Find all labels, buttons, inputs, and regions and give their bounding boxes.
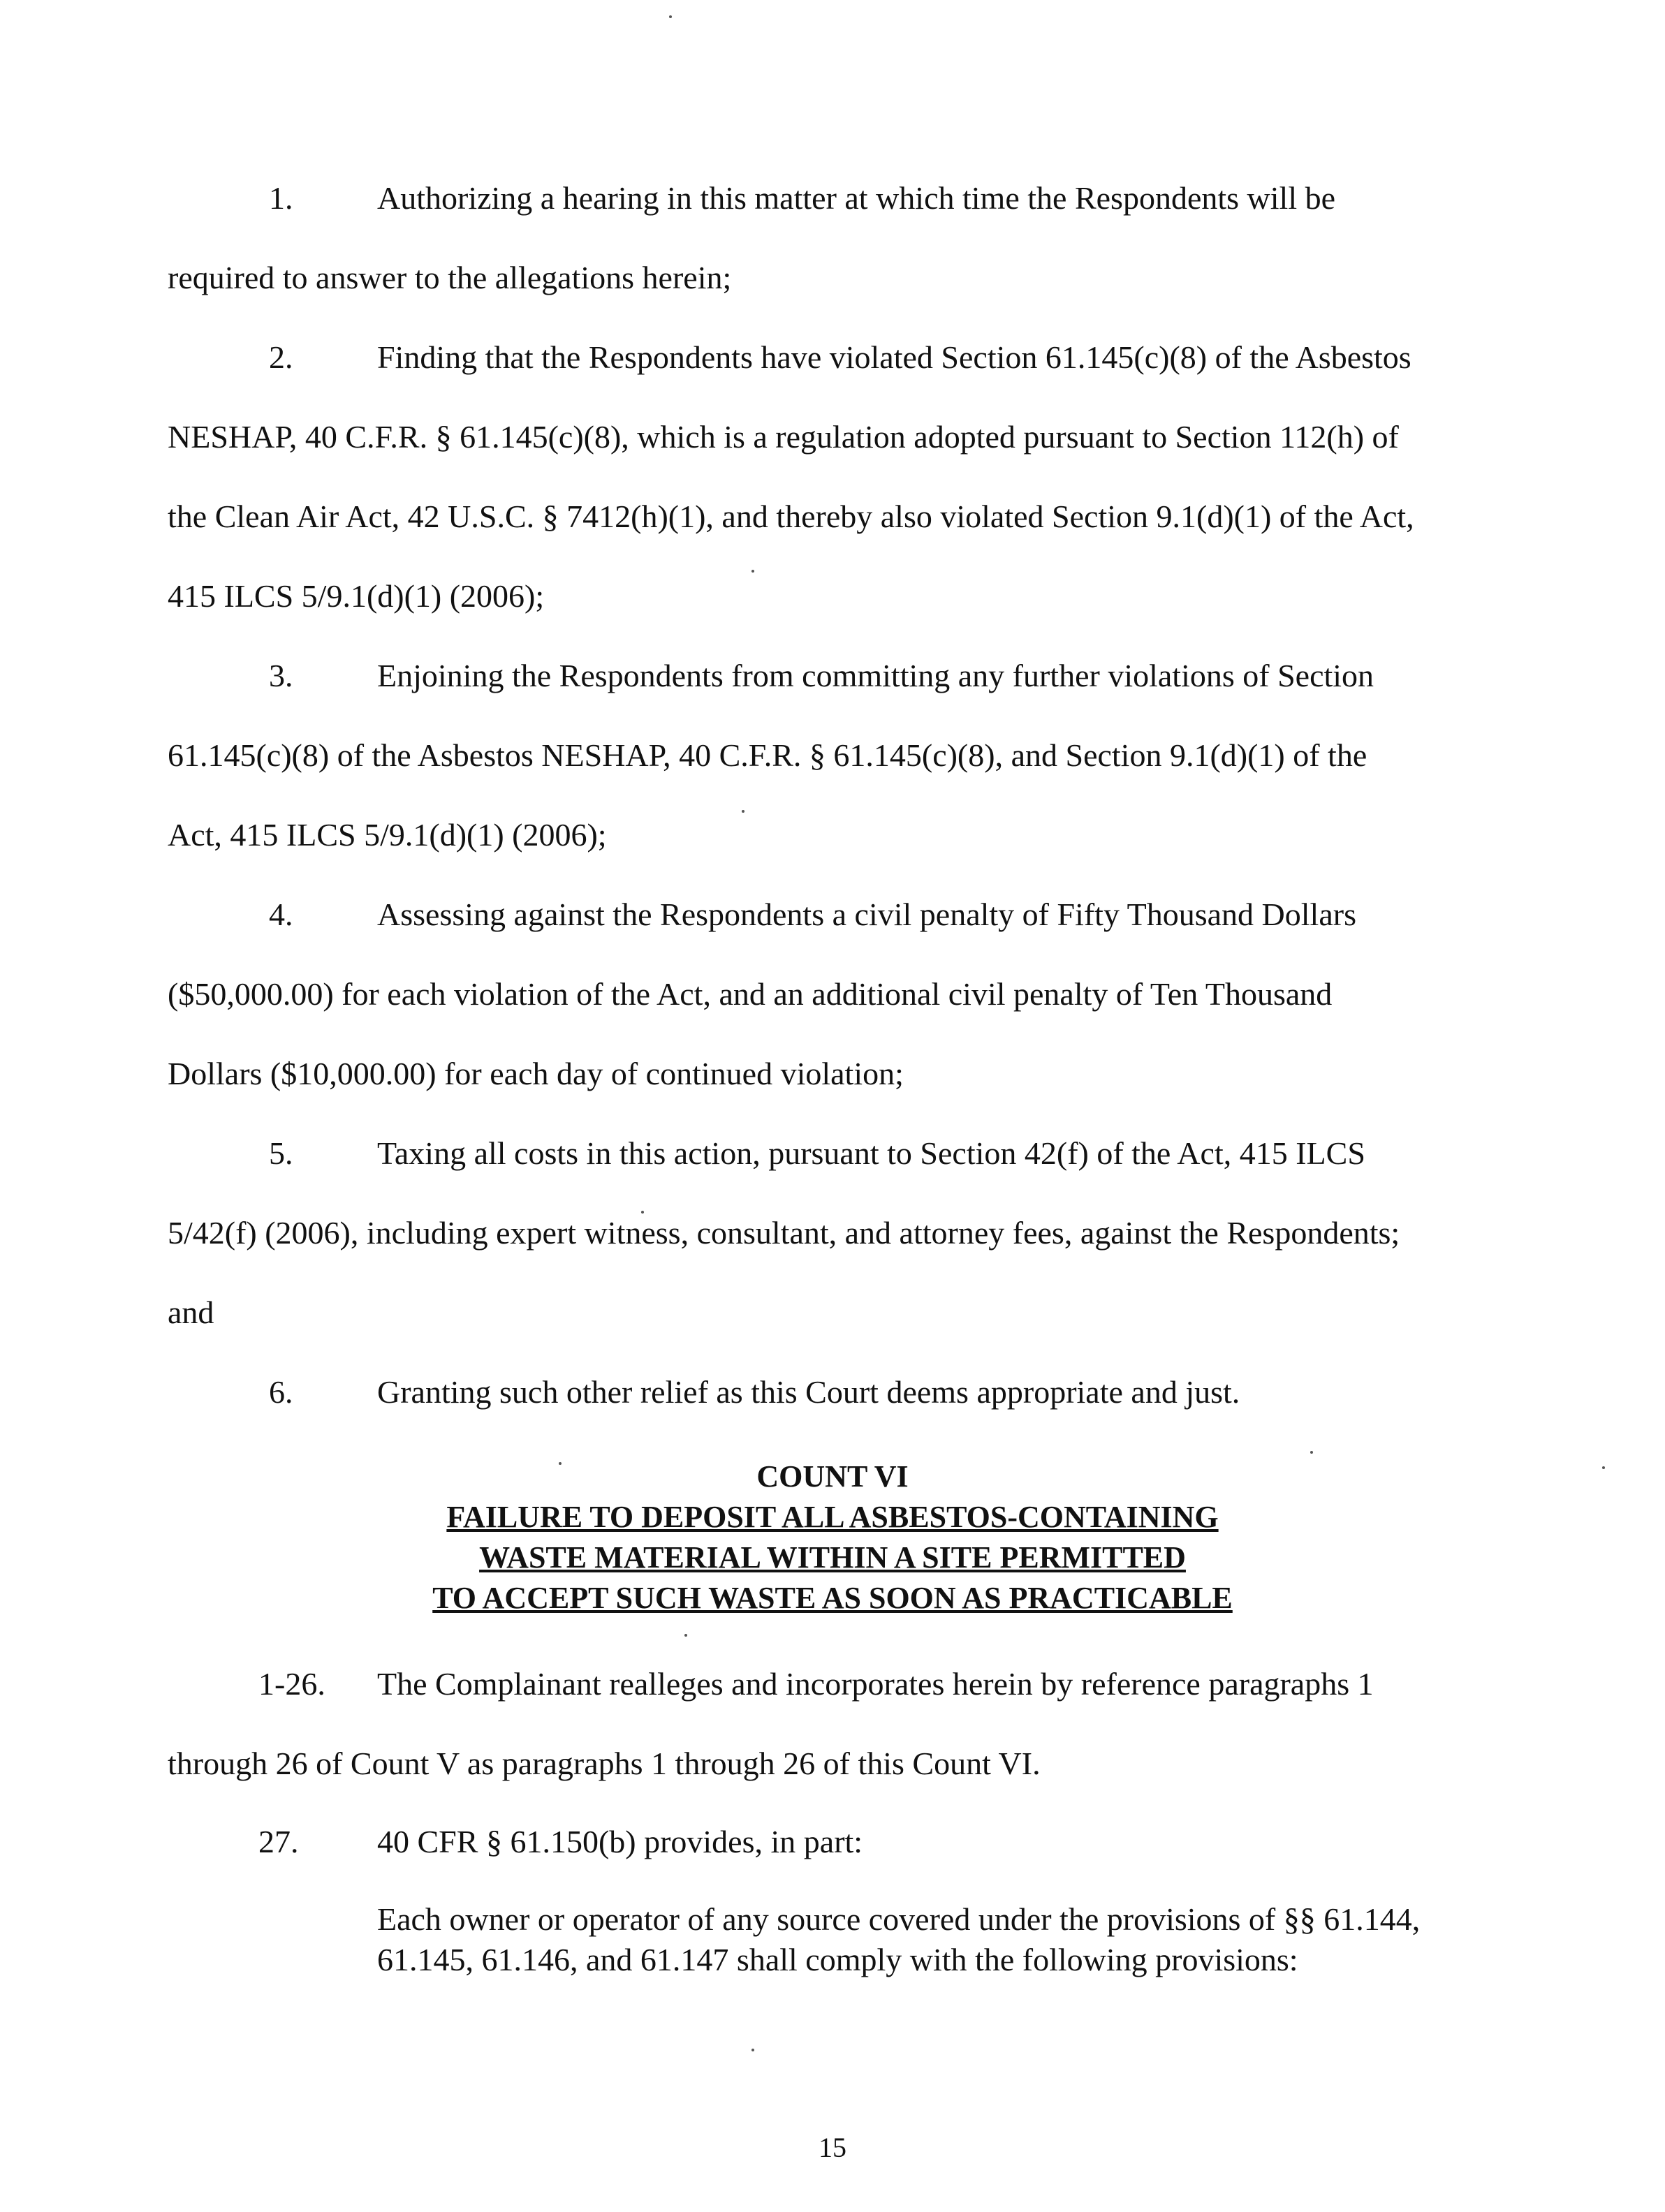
item-2-continuation: the Clean Air Act, 42 U.S.C. § 7412(h)(1), and thereby also violated Section 9.1(d)(1) of the Act, (168, 499, 1414, 534)
scan-speck (1310, 1451, 1313, 1454)
block-quote-line: 61.145, 61.146, and 61.147 shall comply with the following provisions: (377, 1942, 1298, 1977)
item-3-text: Enjoining the Respondents from committing any further violations of Section (377, 658, 1374, 693)
scan-speck (1602, 1466, 1605, 1469)
para-1-26-continuation: through 26 of Count V as paragraphs 1 through 26 of this Count VI. (168, 1746, 1041, 1781)
item-4-continuation: ($50,000.00) for each violation of the Act, and an additional civil penalty of Ten Thousand (168, 976, 1333, 1012)
item-5-text: Taxing all costs in this action, pursuant to Section 42(f) of the Act, 415 ILCS (377, 1135, 1365, 1171)
block-quote-line: Each owner or operator of any source covered under the provisions of §§ 61.144, (377, 1901, 1421, 1937)
item-2-number: 2. (269, 339, 293, 375)
item-2-text: Finding that the Respondents have violated Section 61.145(c)(8) of the Asbestos (377, 339, 1411, 375)
item-1-number: 1. (269, 180, 293, 216)
item-5-continuation: and (168, 1295, 214, 1330)
item-4-text: Assessing against the Respondents a civil penalty of Fifty Thousand Dollars (377, 897, 1356, 932)
para-27-text: 40 CFR § 61.150(b) provides, in part: (377, 1824, 863, 1859)
scan-speck (641, 1211, 644, 1214)
para-1-26-number: 1-26. (258, 1666, 325, 1702)
item-6-text: Granting such other relief as this Court deems appropriate and just. (377, 1374, 1240, 1410)
item-2-continuation: NESHAP, 40 C.F.R. § 61.145(c)(8), which is a regulation adopted pursuant to Section 112(h) of (168, 419, 1399, 455)
count-subtitle-line: WASTE MATERIAL WITHIN A SITE PERMITTED (479, 1540, 1186, 1575)
item-5-continuation: 5/42(f) (2006), including expert witness, consultant, and attorney fees, against the Respondents; (168, 1215, 1400, 1251)
item-4-number: 4. (269, 897, 293, 932)
item-4-continuation: Dollars ($10,000.00) for each day of continued violation; (168, 1056, 904, 1091)
scan-speck (742, 810, 745, 813)
count-subtitle-line: TO ACCEPT SUCH WASTE AS SOON AS PRACTICABLE (432, 1581, 1233, 1615)
page-number: 15 (819, 2132, 846, 2163)
count-subtitle-line: FAILURE TO DEPOSIT ALL ASBESTOS-CONTAINING (446, 1500, 1219, 1534)
item-6-number: 6. (269, 1374, 293, 1410)
item-5-number: 5. (269, 1135, 293, 1171)
para-1-26-text: The Complainant realleges and incorporates herein by reference paragraphs 1 (377, 1666, 1374, 1702)
item-2-continuation: 415 ILCS 5/9.1(d)(1) (2006); (168, 578, 545, 614)
count-title: COUNT VI (756, 1459, 909, 1494)
item-3-number: 3. (269, 658, 293, 693)
scan-speck (751, 2049, 754, 2051)
para-27-number: 27. (258, 1824, 299, 1859)
scan-speck (669, 15, 672, 18)
scan-speck (751, 570, 754, 573)
scan-speck (559, 1462, 562, 1465)
item-3-continuation: 61.145(c)(8) of the Asbestos NESHAP, 40 C.F.R. § 61.145(c)(8), and Section 9.1(d)(1) of the (168, 737, 1367, 773)
scan-speck (684, 1634, 687, 1637)
item-1-text: Authorizing a hearing in this matter at which time the Respondents will be (377, 180, 1336, 216)
item-1-continuation: required to answer to the allegations herein; (168, 260, 732, 295)
item-3-continuation: Act, 415 ILCS 5/9.1(d)(1) (2006); (168, 817, 607, 853)
